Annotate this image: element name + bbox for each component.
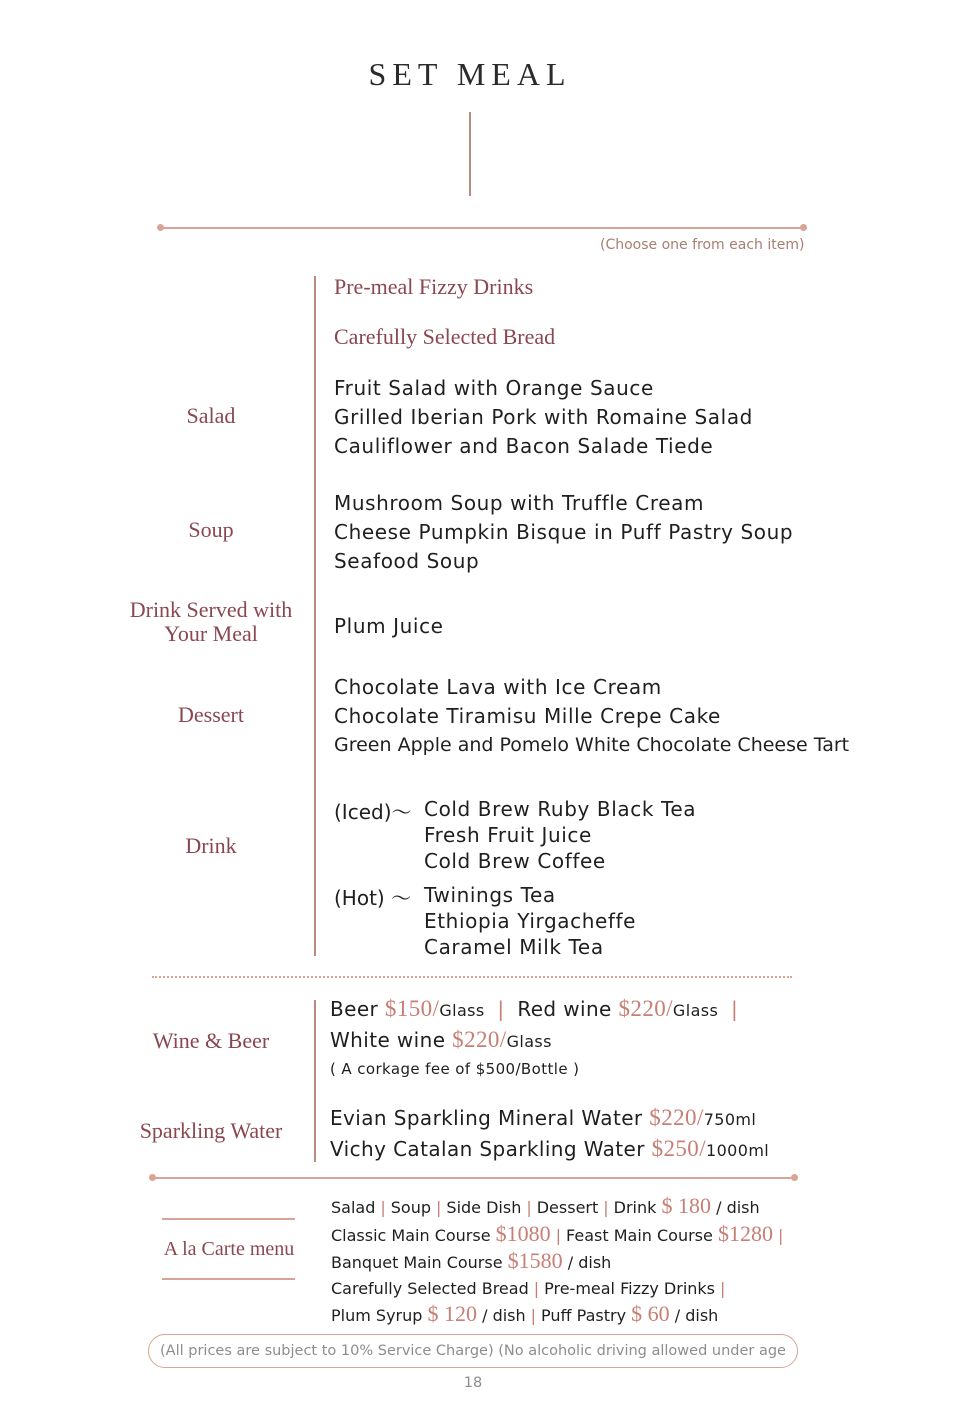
- rule-dot-right: [791, 1174, 798, 1181]
- alacarte-price: $1280: [717, 1220, 773, 1246]
- separator: |: [555, 1225, 562, 1245]
- separator: |: [720, 1278, 726, 1298]
- beer-price: $150/: [384, 996, 440, 1021]
- category-wine-beer: Wine & Beer: [152, 1028, 270, 1053]
- list-item: Plum Juice: [334, 614, 444, 638]
- alacarte-price: $1580: [507, 1248, 563, 1273]
- heading-bread: Carefully Selected Bread: [334, 324, 556, 349]
- alacarte-price: $1080: [495, 1220, 551, 1246]
- alacarte-unit: / dish: [716, 1198, 760, 1217]
- separator: |: [380, 1198, 386, 1217]
- separator: |: [436, 1198, 442, 1217]
- alacarte-rule-bottom: [162, 1278, 295, 1280]
- separator: |: [530, 1306, 537, 1325]
- vichy-price: $250/: [651, 1136, 706, 1161]
- list-item: Cauliflower and Bacon Salade Tiede: [334, 434, 714, 458]
- alacarte-item: Classic Main Course: [331, 1225, 491, 1245]
- alacarte-item: Soup: [390, 1198, 432, 1217]
- wine-line-1: [330, 996, 744, 1022]
- list-item: Grilled Iberian Pork with Romaine Salad: [334, 405, 753, 429]
- wine-line-2: [330, 1027, 552, 1053]
- iced-items: [424, 796, 696, 874]
- category-dessert: Dessert: [178, 702, 244, 727]
- evian-price: $220/: [649, 1105, 704, 1130]
- alacarte-item: Feast Main Course: [566, 1225, 713, 1245]
- separator: |: [533, 1278, 540, 1298]
- list-item: Ethiopia Yirgacheffe: [424, 909, 637, 933]
- list-item: Mushroom Soup with Truffle Cream: [334, 491, 705, 515]
- sparkling-line-1: [330, 1105, 756, 1131]
- alacarte-line-3: [331, 1248, 788, 1276]
- corkage-note: ( A corkage fee of $500/Bottle ): [330, 1060, 580, 1078]
- list-item: Twinings Tea: [424, 883, 556, 907]
- red-wine-name: Red wine: [517, 997, 612, 1021]
- alacarte-price: $ 180: [661, 1193, 711, 1218]
- alacarte-item: Plum Syrup: [331, 1306, 423, 1325]
- beer-unit: Glass: [439, 1001, 485, 1020]
- list-item: Cold Brew Ruby Black Tea: [424, 797, 697, 821]
- red-wine-price: $220/: [618, 996, 673, 1021]
- rule-dot-right: [800, 224, 807, 231]
- vichy-name: Vichy Catalan Sparkling Water: [330, 1137, 645, 1161]
- alacarte-item: Carefully Selected Bread: [331, 1278, 529, 1298]
- hot-label: (Hot) ～: [334, 886, 412, 910]
- alacarte-rule-top: [162, 1218, 295, 1220]
- alacarte-line-1: [331, 1193, 788, 1221]
- alacarte-item: Dessert: [536, 1198, 599, 1217]
- list-item: Cold Brew Coffee: [424, 849, 606, 873]
- category-salad: Salad: [186, 403, 236, 428]
- alacarte-item: Salad: [331, 1198, 376, 1217]
- alacarte-item: Pre-meal Fizzy Drinks: [544, 1278, 716, 1298]
- red-wine-unit: Glass: [672, 1001, 719, 1020]
- soup-items: [334, 489, 793, 576]
- list-item: Cheese Pumpkin Bisque in Puff Pastry Soup: [334, 520, 794, 544]
- white-wine-name: White wine: [330, 1028, 446, 1052]
- title-divider: [469, 112, 471, 196]
- hot-items: [424, 882, 636, 960]
- dotted-divider: [152, 976, 792, 978]
- dessert-items: [334, 673, 849, 760]
- alacarte-item: Puff Pastry: [541, 1306, 627, 1325]
- list-item: Chocolate Lava with Ice Cream: [334, 675, 662, 699]
- heading-fizzy-drinks: Pre-meal Fizzy Drinks: [334, 274, 534, 299]
- list-item: Chocolate Tiramisu Mille Crepe Cake: [334, 704, 721, 728]
- page-title: SET MEAL: [368, 56, 572, 92]
- category-drink: Drink: [185, 833, 237, 858]
- alacarte-list: [331, 1193, 788, 1329]
- category-soup: Soup: [188, 517, 234, 542]
- choose-note: (Choose one from each item): [600, 237, 805, 253]
- evian-name: Evian Sparkling Mineral Water: [330, 1106, 643, 1130]
- top-rule: [160, 227, 804, 229]
- bottom-rule: [152, 1177, 796, 1179]
- vichy-unit: 1000ml: [706, 1141, 770, 1160]
- sparkling-line-2: [330, 1136, 769, 1162]
- list-item: Fruit Salad with Orange Sauce: [334, 376, 654, 400]
- evian-unit: 750ml: [703, 1110, 757, 1129]
- alacarte-item: Banquet Main Course: [331, 1253, 503, 1272]
- alacarte-unit: / dish: [567, 1253, 612, 1272]
- salad-items: [334, 374, 753, 461]
- category-meal-drink-line2: Your Meal: [164, 621, 258, 646]
- separator: |: [731, 997, 739, 1021]
- separator: |: [497, 997, 505, 1021]
- list-item: Seafood Soup: [334, 549, 480, 573]
- alacarte-line-2: [331, 1221, 788, 1249]
- meal-drink-items: [334, 612, 444, 641]
- alacarte-price: $ 60: [631, 1301, 670, 1326]
- category-meal-drink: [106, 598, 316, 646]
- alacarte-line-4: [331, 1276, 788, 1302]
- category-sparkling-water: Sparkling Water: [139, 1118, 283, 1143]
- alacarte-label: A la Carte menu: [163, 1238, 295, 1260]
- alacarte-item: Side Dish: [446, 1198, 522, 1217]
- iced-label: (Iced)～: [334, 800, 412, 824]
- alacarte-unit: / dish: [482, 1306, 526, 1325]
- separator: |: [603, 1198, 609, 1217]
- alacarte-line-5: [331, 1301, 788, 1329]
- category-meal-drink-line1: Drink Served with: [129, 597, 293, 622]
- service-charge-note: (All prices are subject to 10% Service Charge) (No alcoholic driving allowed under age 18: [148, 1334, 798, 1368]
- white-wine-unit: Glass: [506, 1032, 552, 1051]
- separator: |: [777, 1225, 784, 1245]
- separator: |: [526, 1198, 532, 1217]
- beer-name: Beer: [330, 997, 379, 1021]
- alacarte-price: $ 120: [427, 1301, 477, 1326]
- alacarte-unit: / dish: [674, 1306, 719, 1325]
- list-item: Green Apple and Pomelo White Chocolate Cheese Tart: [334, 734, 850, 756]
- alacarte-item: Drink: [613, 1198, 657, 1217]
- list-item: Fresh Fruit Juice: [424, 823, 592, 847]
- list-item: Caramel Milk Tea: [424, 935, 604, 959]
- white-wine-price: $220/: [452, 1027, 507, 1052]
